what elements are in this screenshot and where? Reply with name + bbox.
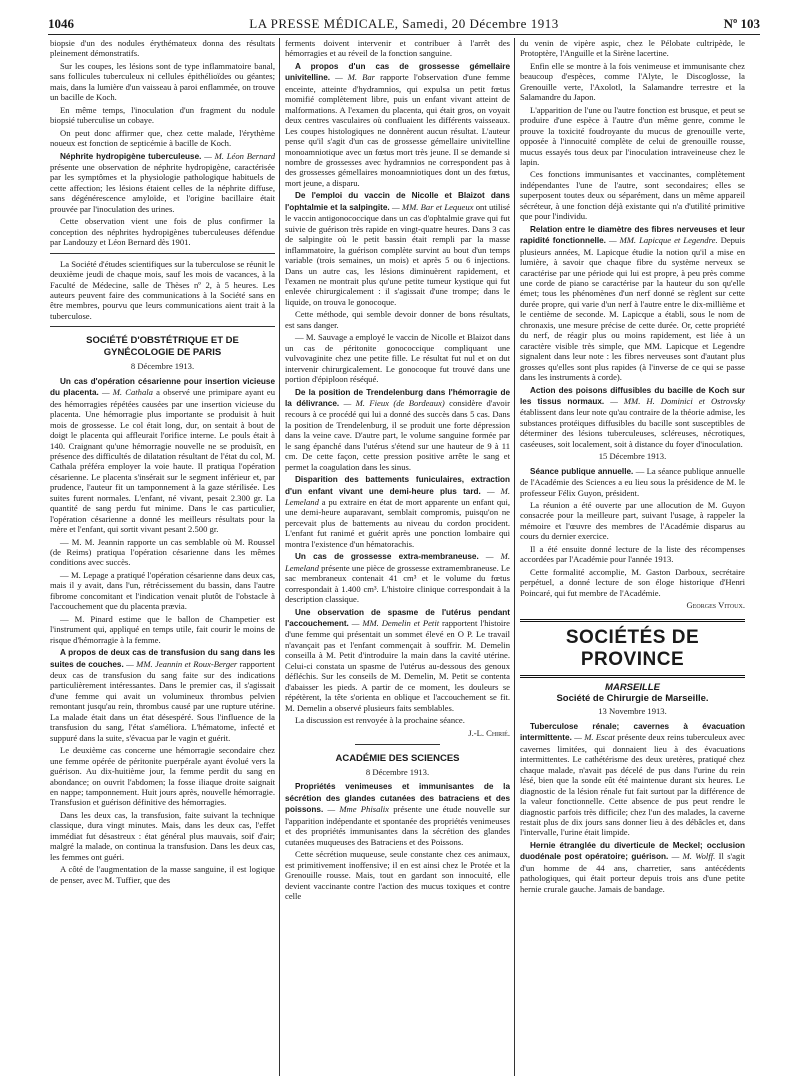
article-authors: — M. Wolff. (671, 851, 716, 862)
divider (50, 253, 275, 254)
paragraph: du venin de vipère aspic, chez le Pélobate cultripède, le Protoptère, l'Anguille et la Sirène lacertine. (520, 38, 745, 59)
article-nerf (520, 224, 745, 383)
article-text: a pu extraire en état de mort apparente un enfant qui, une demi-heure auparavant, semblait compromis, puisqu'on ne percevait plus de battements au niveau du cordon procident. L'enfant fut ranimé et guérit après une ponction lombaire qui montra l'existence d'un hématorachis. (285, 497, 510, 549)
session-date: 8 Décembre 1913. (365, 767, 430, 777)
paragraph: ferments doivent intervenir et contribuer à l'arrêt des hémorragies et au réveil de la fonction sanguine. (285, 38, 510, 59)
paragraph: L'apparition de l'une ou l'autre fonction est brusque, et peut se produire d'une espèce à l'autre d'un même genre, comme le prouve la toxicité foudroyante du mucus de grenouille verte, opposée à l'innocuité complète de celui de grenouille rousse, mucus essayés tous deux par l'inoculation intraveineuse chez le lapin. (520, 104, 745, 167)
article-authors: — M. Fieux (de Bordeaux) (343, 397, 445, 408)
article-authors: — M. Bar (335, 72, 376, 83)
article-authors: — MM. Demelin et Petit (351, 618, 440, 629)
paragraph: Cette formalité accomplie, M. Gaston Darboux, secrétaire perpétuel, a donné lecture de son éloge historique d'Henri Poincaré, qui fut membre de l'Académie. (520, 566, 745, 598)
column-1 (50, 38, 275, 1078)
article-transfusion (50, 647, 275, 743)
article-authors: — M. Lemeland (285, 485, 510, 508)
article-authors: — M. Cathala (101, 387, 153, 398)
column-rule-left (279, 38, 280, 1076)
article-text: — La séance publique annuelle de l'Académie des Sciences a eu lieu sous la présidence de M. le professeur Félix Guyon, président. (520, 465, 745, 498)
article-text: établissent dans leur note qu'au contraire de la théorie admise, les substances protéiques diffusibles du bacille sont susceptibles de déterminer des lésions tuberculeuses, scléreuses, nécrotiques, caséeuses, soit localement, soit à distance du foyer d'inoculation. (520, 407, 745, 449)
article-title: Une observation de spasme de l'utérus pendant l'accouchement. (285, 607, 510, 629)
paragraph: La réunion a été ouverte par une allocution de M. Guyon consacrée pour la meilleure part, suivant l'usage, à rappeler la mémoire et l'œuvre des membres de l'Académie disparus au cours du dernier exercice. (520, 500, 745, 542)
paragraph: Cette méthode, qui semble devoir donner de bons résultats, est sans danger. (285, 309, 510, 330)
article-title: Un cas d'opération césarienne pour insertion vicieuse du placenta. (50, 376, 275, 398)
article-title: Séance publique annuelle. (530, 466, 634, 476)
article-text: présente deux reins tuberculeux avec cavernes limitées, qui donnaient lieu à des évacuations intermittentes. Le cathétérisme des deux uretères, pratiqué chez chaque malade, n'avait pas décelé de pus dans l'urine du rein lésé, bien que la sonde eût été maintenue durant six heures. Le diagnostic de la lésion rénale fut fait surtout par la différence de la valeur fonctionnelle. Cette absence de pus peut rendre le diagnostic parfois très difficile; chez l'un des malades, la caverne restait plus de dix jours sans donner lieu à des débâcles et, dans l'intervalle, l'urine était limpide. (520, 732, 745, 838)
paragraph: — M. M. Jeannin rapporte un cas semblable où M. Roussel (de Reims) pratiqua l'opération césarienne dans les mêmes conditions avec succès. (50, 536, 275, 568)
article-title: Action des poisons diffusibles du bacille de Koch sur les tissus normaux. (520, 385, 745, 406)
paragraph: Ces fonctions immunisantes et vaccinantes, complètement indépendantes l'une de l'autre, sont secondaires; elles se superposent toutes deux ou séparément, dans un même appareil sécréteur, à une fonction déjà existante qui n'a d'utilité primitive que pour l'individu. (520, 169, 745, 222)
article-title: Propriétés venimeuses et immunisantes de la sécrétion des glandes cutanées des batraciens et des poissons. (285, 782, 510, 815)
article-renal (520, 721, 745, 838)
article-extramembraneuse (285, 551, 510, 604)
article-authors: — MM. H. Dominici et Ostrovsky (610, 395, 745, 406)
section-heading: ACADÉMIE DES SCIENCES (335, 753, 460, 764)
article-authors: — Mme Phisalix (327, 804, 389, 815)
article-title: Relation entre le diamètre des fibres nerveuses et leur rapidité fonctionnelle. (520, 224, 745, 246)
column-3 (520, 38, 745, 1078)
paragraph: — M. Lepage a pratiqué l'opération césarienne dans deux cas, mais il y avait, dans l'un, rétrécissement du bassin, dans l'autre fibrome concomitant et l'indication venait plutôt de l'obstacle à l'accouchement que du placenta prævia. (50, 569, 275, 612)
article-text: Depuis plusieurs années, M. Lapicque étudie la notion qu'il a mise en lumière, à savoir que chaque fibre du système nerveux se caractérise par une période qui lui est propre, à peu près comme une corde de piano se caractérise par la hauteur du son qu'elle émet; tous les phénomènes d'un nerf donné se règlent sur cette durée propre, qui varie d'un nerf à l'autre entre le dix-millième et le centième de seconde. M. Lapicque a établi, sous le nom de chronaxis, une mesure précise de cette durée. Or, cette propriété du nerf, de réagir plus ou moins rapidement, est liée à un caractère visible très simple, que MM. Lapicque et Legendre signalent dans leur note : les fibres nerveuses sont d'autant plus grosses qu'elles sont plus rapides (à l'inverse de ce qui se passe dans les instruments à corde). (520, 235, 745, 383)
session-date: 8 Décembre 1913. (130, 361, 195, 372)
article-cesarienne (50, 376, 275, 535)
article-meckel (520, 840, 745, 894)
article-text: présente une étude nouvelle sur l'apparition indépendante et spontanée des propriétés venimeuses et des propriétés immunisantes dans la sécrétion des glandes cutanées muqueuses des Batraciens et des Poissons. (285, 804, 510, 847)
column-2 (285, 38, 510, 1078)
signature: J.-L. Chirié. (468, 727, 510, 738)
article-text: Il s'agit d'un homme de 44 ans, charretier, sans antécédents pathologiques, qui était porteur depuis trois ans d'une petite hernie crurale gauche. Jamais de bandage. (520, 851, 745, 894)
article-text: rapportent deux cas de transfusion du sang faite sur des indications particulièrement intéressantes. Dans le premier cas, il s'agissait d'une femme qui avait un volumineux thrombus pelvien remontant jusqu'au rein, thrombus causé par une rupture utérine. La malade était dans un état désespéré. Sous l'influence de la transfusion du sang, l'état s'améliora. L'hématome, infecté et suppuré dans la suite, s'évacua par le vagin et guérit. (50, 658, 275, 743)
session-date: 13 Novembre 1913. (598, 706, 667, 717)
paragraph: — M. Pinard estime que le ballon de Champetier est l'instrument qui, appliqué en temps utile, fait courir le moins de risque d'hémorragie à la femme. (50, 613, 275, 645)
article-nephrite (50, 151, 275, 215)
article-title: De la position de Trendelenburg dans l'hémorragie de la délivrance. (285, 387, 510, 408)
issue-number: Nº 103 (723, 16, 760, 31)
section-banner: SOCIÉTÉS DE PROVINCE (520, 619, 745, 678)
article-authors: — M. Léon Bernard (204, 150, 275, 161)
paragraph: A côté de l'augmentation de la masse sanguine, il est logique de penser, avec M. Tuffier, que des (50, 864, 275, 885)
article-authors: — MM. Lapicque et Legendre. (608, 235, 718, 246)
signature: Georges Vitoux. (686, 600, 745, 611)
article-gemellaire (285, 61, 510, 188)
paragraph: Le deuxième cas concerne une hémorragie secondaire chez une femme opérée de péritonite puerpérale ayant évolué vers la guérison. Au dix-huitième jour, la femme perdit du sang en abondance; on ouvrit l'abdomen; la fosse iliaque droite saignait en nappe; tamponnement. Huit jours après, nouvelle hémorragie. Transfusion et guérison définitive des hémorragies. (50, 745, 275, 808)
article-trendelenburg (285, 387, 510, 473)
article-text: ont utilisé le vaccin antigonococcique dans un cas d'ophtalmie grave qui fut suivie de guérison très rapide en vingt-quatre heures. Dans 3 cas de salpingite où le petit bassin était rempli par la masse inflammatoire, la guérison complète survint au bout d'un temps variable (trois semaines, un mois) et après 5 ou 6 injections. Dans un autre cas, les lésions diminuèrent rapidement, et l'examen ne montrait plus qu'une petite tumeur kystique qui fut enlevée chirurgicalement : il s'agissait d'une trompe; dans le liquide, on trouva le gonocoque. (285, 201, 510, 307)
paragraph: En même temps, l'inoculation d'un fragment du nodule biopsié tuberculise un cobaye. (50, 104, 275, 126)
column-rule-right (514, 38, 515, 1076)
divider (355, 744, 440, 745)
article-text: présente une observation de néphrite hydropigène, caractérisée par les symptômes et la physiologie pathologique habituels de cette affection; les lésions étaient celles de la néphrite diffuse, sans dégénérescence amyloïde, et l'origine bacillaire était prouvée par l'inoculation des urines. (50, 161, 275, 214)
paragraph: Il a été ensuite donné lecture de la liste des récompenses accordées par l'Académie pour l'année 1913. (520, 543, 745, 565)
society-notice: La Société d'études scientifiques sur la tuberculose se réunit le deuxième jeudi de chaque mois, sauf les mois de vacances, à la Faculté de Médecine, salle de Thèses nº 2, à 5 heures. Les auteurs peuvent faire des communications à la Société sans en être membres, pourvu que leurs communications aient trait à la tuberculose. (50, 258, 275, 321)
journal-title: LA PRESSE MÉDICALE, Samedi, 20 Décembre 1913 (249, 16, 559, 31)
paragraph: Cette observation vient une fois de plus confirmer la conception des néphrites hydropigènes tuberculeuses défendue par Landouzy et Léon Bernard dès 1901. (50, 216, 275, 248)
article-text: présente une pièce de grossesse extramembraneuse. Le sac membraneux contenait 41 cm³ et le volume du fœtus correspondait à 1.400 cm³. L'histoire clinique correspondait à la description classique. (285, 562, 510, 605)
article-authors: — MM. Jeannin et Roux-Berger (126, 658, 238, 669)
article-authors: — M. Escat (574, 732, 615, 743)
article-battements (285, 474, 510, 549)
article-vaccin (285, 190, 510, 307)
article-title: Néphrite hydropigène tuberculeuse. (60, 151, 202, 161)
page-number: 1046 (48, 16, 74, 31)
article-title: Hernie étranglée du diverticule de Meckel; occlusion duodénale post opératoire; guérison. (520, 840, 745, 862)
running-header (48, 16, 760, 35)
session-date: 15 Décembre 1913. (598, 451, 667, 462)
paragraph: Enfin elle se montre à la fois venimeuse et immunisante chez beaucoup d'espèces, comme l'Alyte, le Discoglosse, la Grenouille verte, l'Axolotl, la Salamandre terrestre et la Salamandre du Japon. (520, 60, 745, 103)
article-text: rapporte l'observation d'une femme enceinte, atteinte d'hydramnios, qui expulsa un petit fœtus momifié complètement libre, puis un enfant vivant atteint de malformations. A l'examen du placenta, qui était gros, on voyait deux centres vasculaires où confluaient les différents vaisseaux. Les coupes histologiques ne donnèrent aucun résultat. L'auteur pense qu'il s'agit d'un cas de grossesse gémellaire univitelline monoamniotique avec un fœtus mort très jeune. Il se demande si nombre de grossesses avec hydramnios ne correspondent pas à des grossesses gémellaires monoamniotiques dont un des fœtus, mort jeune, a disparu. (285, 72, 510, 188)
society-heading: Société de Chirurgie de Marseille. (556, 693, 709, 705)
article-text: considère d'avoir recours à ce procédé qui lui a donné des succès dans 5 cas. Dans la position de Trendelenburg, il se produit une forte dépression dans la veine cave. D'autre part, le volume sanguine formée par le sang épanché dans l'utérus s'étend sur une hauteur de 9 à 11 cm. De cette façon, cette pression positive arrête le sang et permet la coagulation dans les sinus. (285, 397, 510, 472)
article-title: A propos d'un cas de grossesse gémellaire univitelline. (285, 61, 510, 83)
article-koch (520, 385, 745, 450)
article-authors: — MM. Bar et Lequeux (392, 201, 474, 212)
article-text: rapportent l'histoire d'une femme qui présentait un sommet élevé en O P. Le travail n'avançait pas et l'enfant commençait à souffrir. M. Demelin conseilla à M. Petit d'introduire la main dans la cavité utérine. Celui-ci constata un spasme de l'utérus au-dessous des genoux défléchis. Sur les conseils de M. Demelin, M. Petit se contenta d'abaisser les pieds. A partir de ce moment, les douleurs se répétèrent, la tête s'orienta en oblique et l'accouchement se fit. M. Demelin a observé plusieurs faits semblables. (285, 618, 510, 713)
article-title: Tuberculose rénale; cavernes à évacuation intermittente. (520, 721, 745, 743)
paragraph: Sur les coupes, les lésions sont de type inflammatoire banal, sans follicules tuberculeux ni cellules épithélioïdes ou géantes; mais, dans la lumière d'un vaisseau à paroi enflammée, on trouve un bacille de Koch. (50, 60, 275, 103)
paragraph: Dans les deux cas, la transfusion, faite suivant la technique classique, dura vingt minutes. Mais, dans les deux cas, l'effet immédiat fut désastreux : état général plus mauvais, soif d'air; malgré la malade, on continua la transfusion. Dans les deux cas, les femmes ont guéri. (50, 809, 275, 862)
city-heading: MARSEILLE (605, 681, 660, 693)
article-authors: — M. Lemeland (285, 551, 510, 573)
article-title: Un cas de grossesse extra-membraneuse. (295, 552, 479, 562)
paragraph: La discussion est renvoyée à la prochaine séance. (295, 715, 465, 726)
article-spasme (285, 607, 510, 714)
article-title: A propos de deux cas de transfusion du sang dans les suites de couches. (50, 648, 275, 669)
divider (50, 326, 275, 327)
article-text: a observé une primipare ayant eu des hémorragies répétées causées par une insertion vicieuse du placenta. Une hémorragie plus importante se produisit à huit mois de grossesse. Le col était long, dur, on sentait à bout de doigt le placenta qui affleurait l'orifice interne. Le pouls était à 140. Craignant qu'une hémorragie nouvelle ne se produisît, en présence des difficultés de dilatation résultant de l'état du col, M. Cathala préféra employer la voie haute. Il pratiqua l'opération césarienne. Le placenta s'insérait sur le segment inférieur et, par prudence, l'auteur fit un tamponnement à la gaze stérilisée. Les suites furent normales. L'enfant, né vivant, pesait 2.300 gr. La quantité de sang perdu fut minime. Dans le cas particulier, l'opération césarienne a donné les meilleurs résultats pour la mère et l'enfant, qui sortit vivant pesant 2.500 gr. (50, 387, 275, 535)
article-title: De l'emploi du vaccin de Nicolle et Blaizot dans l'ophtalmie et la salpingite. (285, 191, 510, 212)
paragraph: — M. Sauvage a employé le vaccin de Nicolle et Blaizot dans un cas de péritonite gonococcique compliquant une vulvovaginite chez une petite fille. Le résultat fut nul et on dut intervenir chirurgicalement. Le gonocoque fut trouvé dans une portion d'épiploon réséqué. (285, 332, 510, 385)
article-venin (285, 781, 510, 847)
article-title: Disparition des battements funiculaires, extraction d'un enfant vivant une demi-heure plus tard. (285, 475, 510, 496)
paragraph: On peut donc affirmer que, chez cette malade, l'érythème noueux est fonction de septicémie à bacille de Koch. (50, 127, 275, 149)
article-seance (520, 466, 745, 498)
section-heading: SOCIÉTÉ D'OBSTÉTRIQUE ET DE GYNÉCOLOGIE DE PARIS (86, 335, 239, 359)
paragraph: Cette sécrétion muqueuse, seule constante chez ces animaux, est primitivement inoffensive; il en est ainsi chez le Protée et la Grenouille rousse. Mais, tout en gardant son innocuité, elle devient vaccinante contre l'action des mucus toxiques et contre celle (285, 849, 510, 901)
paragraph: biopsie d'un des nodules érythémateux donna des résultats pleinement démonstratifs. (50, 38, 275, 59)
